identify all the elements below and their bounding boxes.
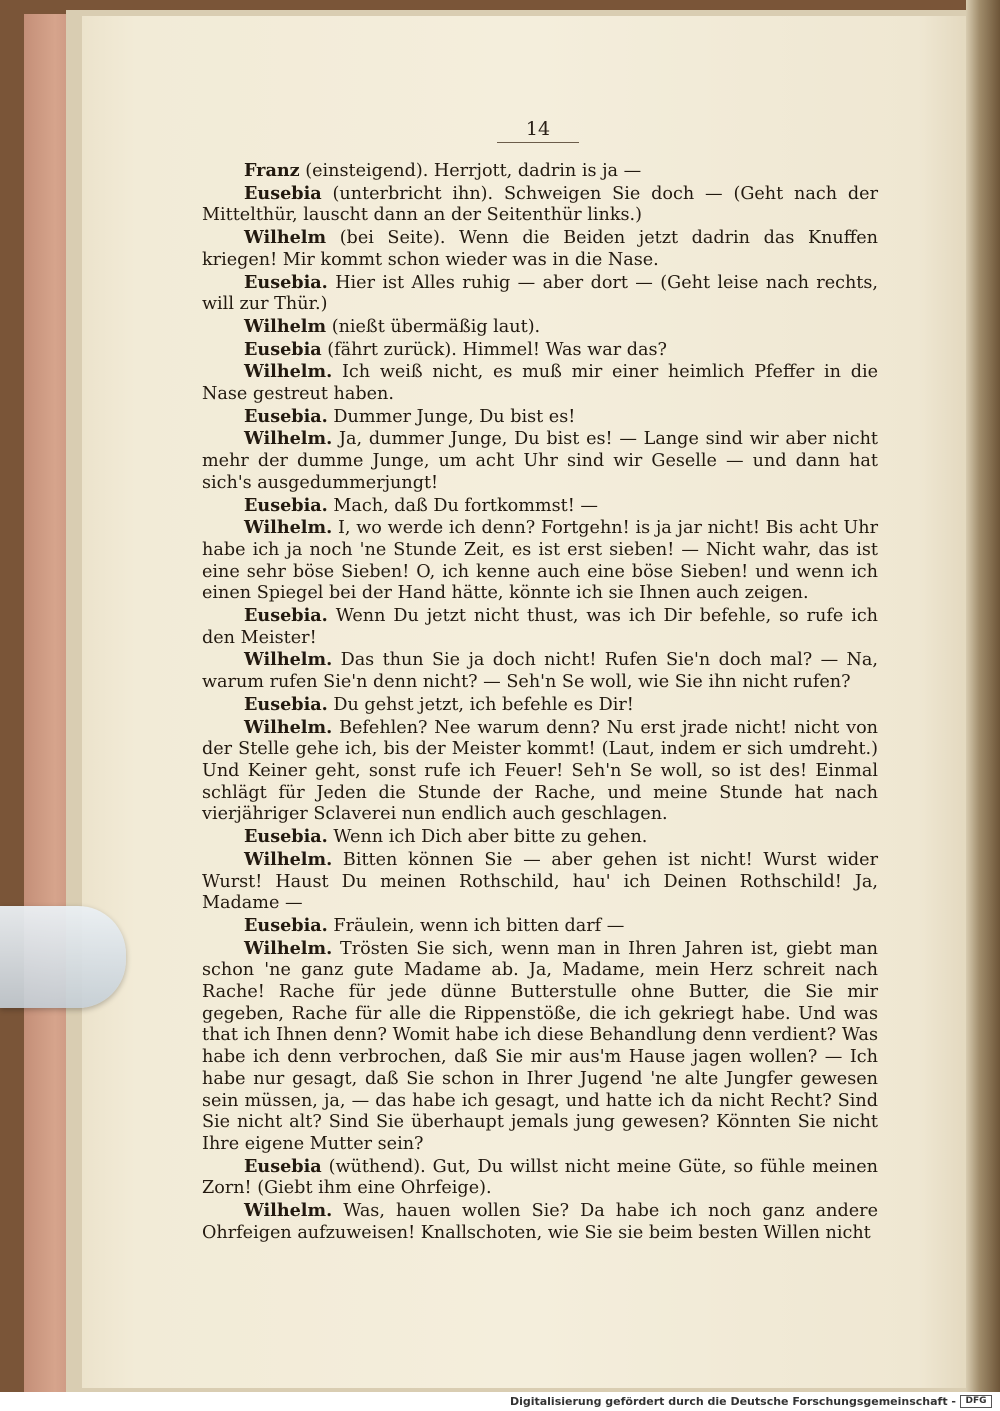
dialogue-text: Du gehst jetzt, ich befehle es Dir! bbox=[327, 694, 634, 715]
dialogue-paragraph bbox=[202, 649, 878, 693]
dialogue-text: (fährt zurück). Himmel! Was war das? bbox=[321, 339, 667, 360]
dialogue-paragraph bbox=[202, 915, 878, 938]
dialogue-text: (wüthend). Gut, Du willst nicht meine Güte, so fühle meinen Zorn! (Giebt ihm eine Ohrfeige). bbox=[202, 1156, 878, 1199]
dialogue-paragraph bbox=[202, 183, 878, 227]
dialogue-paragraph bbox=[202, 605, 878, 649]
dialogue-paragraph bbox=[202, 406, 878, 429]
dialogue-paragraph bbox=[202, 339, 878, 362]
speaker-name: Eusebia. bbox=[244, 693, 328, 715]
page-number: 14 bbox=[525, 118, 551, 140]
speaker-name: Eusebia. bbox=[244, 494, 328, 516]
speaker-name: Eusebia. bbox=[244, 826, 328, 848]
body-text bbox=[202, 160, 878, 1244]
funding-credit: Digitalisierung gefördert durch die Deutsche Forschungsgemeinschaft - bbox=[509, 1395, 956, 1408]
speaker-name: Franz bbox=[244, 160, 300, 181]
speaker-name: Eusebia bbox=[244, 182, 322, 204]
speaker-name: Eusebia bbox=[244, 338, 322, 360]
speaker-name: Wilhelm. bbox=[244, 716, 333, 738]
dialogue-paragraph bbox=[202, 826, 878, 849]
dialogue-text: Wenn ich Dich aber bitte zu gehen. bbox=[327, 827, 648, 848]
speaker-name: Eusebia. bbox=[244, 271, 328, 293]
dialogue-text: Trösten Sie sich, wenn man in Ihren Jahren ist, giebt man schon 'ne ganz gute Madame ab. Ja, Madame, mein Herz schreit nach Rache! Rache für jede dünne Butterstulle ohne Butter, die Sie mir gegeben, Rache für alle die Rippenstöße, die ich gekriegt habe. Und was that ich Ihnen denn? Womit habe ich diese Behandlung denn verdient? Was habe ich denn verbrochen, daß Sie mir aus'm Hause jagen wollen? — Ich habe nur gesagt, daß Sie schon in Ihrer Jugend 'ne alte Jungfer gewesen sein müssen, ja, — das habe ich gesagt, und hatte ich da nicht Recht? Sind Sie nicht alt? Sind Sie überhaupt jemals jung gewesen? Könnten Sie nicht Ihre eigene Mutter sein? bbox=[202, 938, 878, 1154]
header-rule bbox=[497, 142, 579, 143]
dialogue-paragraph bbox=[202, 361, 878, 405]
speaker-name: Eusebia. bbox=[244, 605, 328, 627]
dialogue-text: I, wo werde ich denn? Fortgehn! is ja jar nicht! Bis acht Uhr habe ich ja noch 'ne Stunde Zeit, es ist erst sieben! — Nicht wahr, das ist eine sehr böse Sieben! O, ich kenne auch eine böse Sieben! und wenn ich einen Spiegel bei der Hand hätte, könnte ich sie Ihnen auch zeigen. bbox=[202, 518, 878, 604]
speaker-name: Eusebia bbox=[244, 1155, 322, 1177]
dialogue-paragraph bbox=[202, 428, 878, 494]
speaker-name: Wilhelm bbox=[244, 227, 327, 249]
dialogue-text: (bei Seite). Wenn die Beiden jetzt dadrin das Knuffen kriegen! Mir kommt schon wieder was in die Nase. bbox=[202, 228, 878, 270]
dialogue-text: (unterbricht ihn). Schweigen Sie doch — (Geht nach der Mittelthür, lauscht dann an der Seitenthür links.) bbox=[202, 183, 878, 226]
dialogue-text: Hier ist Alles ruhig — aber dort — (Geht leise nach rechts, will zur Thür.) bbox=[202, 272, 878, 315]
speaker-name: Wilhelm. bbox=[244, 428, 333, 450]
dialogue-text: (nießt übermäßig laut). bbox=[326, 316, 541, 337]
dialogue-text: Dummer Junge, Du bist es! bbox=[327, 406, 576, 427]
dialogue-text: Ja, dummer Junge, Du bist es! — Lange sind wir aber nicht mehr der dumme Junge, um acht Uhr sind wir Geselle — und dann hat sich's ausgedummerjungt! bbox=[202, 429, 878, 493]
dialogue-paragraph bbox=[202, 272, 878, 316]
speaker-name: Wilhelm. bbox=[244, 649, 333, 671]
speaker-name: Wilhelm. bbox=[244, 1200, 333, 1222]
dialogue-text: Ich weiß nicht, es muß mir einer heimlich Pfeffer in die Nase gestreut haben. bbox=[202, 362, 878, 405]
dfg-logo[interactable]: DFG bbox=[960, 1395, 992, 1408]
speaker-name: Eusebia. bbox=[244, 405, 328, 427]
footer-bar bbox=[0, 1392, 1000, 1411]
book-spine bbox=[966, 0, 1000, 1392]
dialogue-text: Bitten können Sie — aber gehen ist nicht! Wurst wider Wurst! Haust Du meinen Rothschild, hau' ich Deinen Rothschild! Ja, Madame — bbox=[202, 849, 878, 914]
dialogue-text: Befehlen? Nee warum denn? Nu erst jrade nicht! nicht von der Stelle gehe ich, bis der Meister kommt! (Laut, indem er sich umdreht.) Und Keiner geht, sonst rufe ich Feuer! Seh'n Se woll, so ist des! Einmal schlägt für Jeden die Stunde der Rache, und meine Stunde hat nach vierjähriger Sclaverei nun endlich auch geschlagen. bbox=[202, 717, 878, 825]
dialogue-paragraph bbox=[202, 717, 878, 827]
dialogue-paragraph bbox=[202, 495, 878, 518]
dialogue-paragraph bbox=[202, 938, 878, 1156]
dialogue-paragraph bbox=[202, 849, 878, 915]
dialogue-text: Mach, daß Du fortkommst! — bbox=[327, 495, 598, 516]
speaker-name: Wilhelm. bbox=[244, 937, 333, 959]
speaker-name: Wilhelm bbox=[244, 315, 327, 337]
dialogue-paragraph bbox=[202, 160, 878, 183]
dialogue-text: Fräulein, wenn ich bitten darf — bbox=[327, 915, 625, 936]
dialogue-text: Das thun Sie ja doch nicht! Rufen Sie'n doch mal? — Na, warum rufen Sie'n denn nicht? — Seh'n Se woll, wie Sie ihn nicht rufen? bbox=[202, 650, 878, 693]
speaker-name: Wilhelm. bbox=[244, 517, 333, 539]
page-clip bbox=[0, 906, 126, 1008]
speaker-name: Wilhelm. bbox=[244, 848, 333, 870]
dialogue-paragraph bbox=[202, 1200, 878, 1244]
dialogue-paragraph bbox=[202, 316, 878, 339]
dialogue-paragraph bbox=[202, 1156, 878, 1200]
dialogue-text: Was, hauen wollen Sie? Da habe ich noch ganz andere Ohrfeigen aufzuweisen! Knallschoten, wie Sie sie beim besten Willen nicht bbox=[202, 1201, 878, 1243]
speaker-name: Wilhelm. bbox=[244, 361, 333, 383]
dialogue-paragraph bbox=[202, 517, 878, 605]
dialogue-text: Wenn Du jetzt nicht thust, was ich Dir befehle, so rufe ich den Meister! bbox=[202, 606, 878, 648]
dialogue-paragraph bbox=[202, 694, 878, 717]
dialogue-paragraph bbox=[202, 227, 878, 271]
speaker-name: Eusebia. bbox=[244, 914, 328, 936]
dialogue-text: (einsteigend). Herrjott, dadrin is ja — bbox=[299, 161, 642, 181]
